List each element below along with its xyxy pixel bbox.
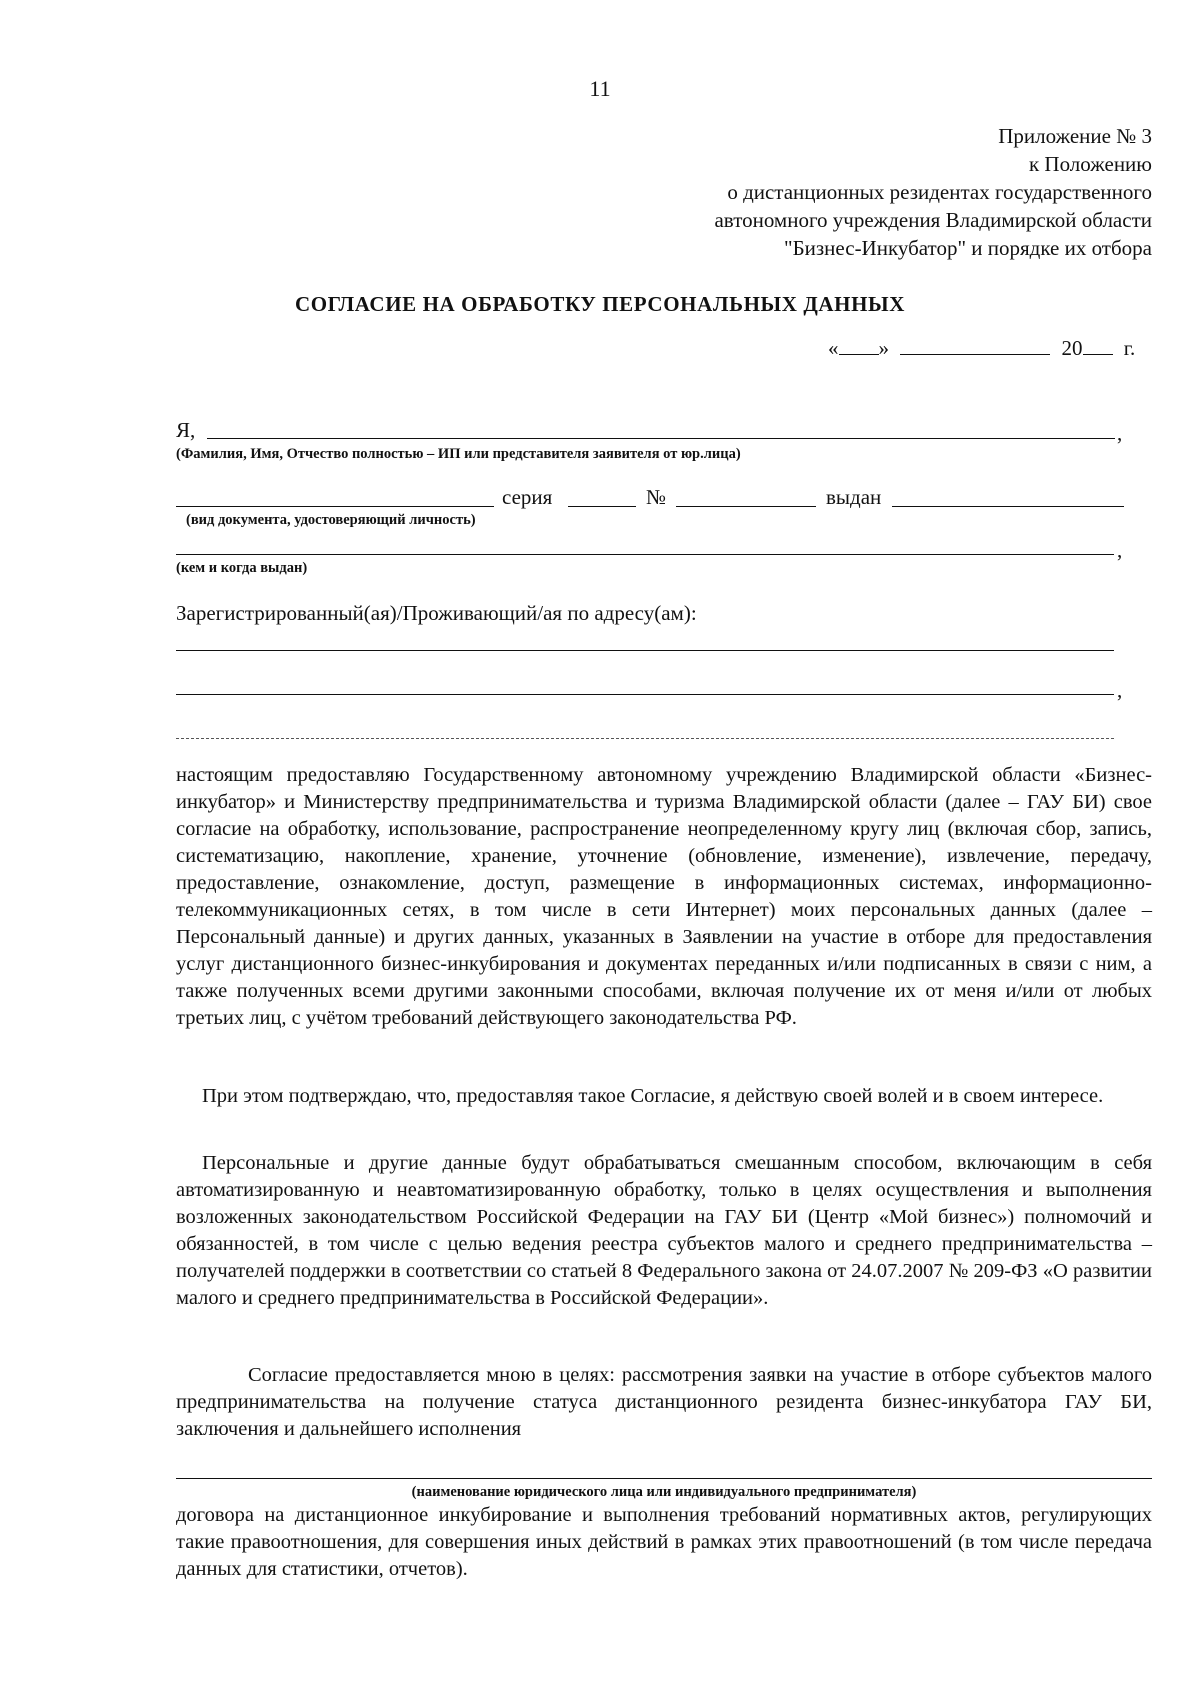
number-label: № [646,485,667,509]
document-caption: (вид документа, удостоверяющий личность) [186,512,476,528]
consent-paragraph-4: Согласие предоставляется мною в целях: рассмотрения заявки на участие в отборе субъектов малого предпринимательства на получение статуса дистанционного резидента бизнес-инкубатора ГАУ БИ, заключения и дальнейшего исполнения [176,1364,1152,1440]
year-prefix: 20 [1061,336,1083,360]
address-line-3[interactable] [176,738,1114,739]
comma: , [1117,678,1123,702]
fio-line[interactable] [207,438,1115,439]
issued-label: выдан [826,485,882,509]
document-title: СОГЛАСИЕ НА ОБРАБОТКУ ПЕРСОНАЛЬНЫХ ДАННЫХ [294,292,906,316]
date-close-quote: » [878,336,889,360]
page-number: 11 [589,76,611,101]
year-suffix: г. [1123,336,1136,360]
fio-caption: (Фамилия, Имя, Отчество полностью – ИП или представителя заявителя от юр.лица) [176,446,741,462]
comma: , [1117,421,1123,445]
consent-paragraph-5: договора на дистанционное инкубирование и выполнения требований нормативных актов, регулирующих такие правоотношения, для совершения иных действий в рамках этих правоотношений (в том числе передача данных для статистики, отчетов). [176,1504,1152,1580]
appendix-line-1: Приложение № 3 [998,124,1152,148]
appendix-header [714,122,1152,262]
year-blank[interactable] [1083,336,1113,355]
appendix-line-3: о дистанционных резидентах государственного [727,180,1152,204]
issued-by-line[interactable] [176,554,1114,555]
date-open-quote: « [828,336,839,360]
issued-caption: (кем и когда выдан) [176,560,308,576]
address-line-1[interactable] [176,650,1114,651]
i-label: Я, [176,418,196,442]
number-line[interactable] [676,506,816,507]
series-line[interactable] [568,506,636,507]
consent-paragraph-1: настоящим предоставляю Государственному автономному учреждению Владимирской области «Бизнес-инкубатор» и Министерству предпринимательства и туризма Владимирской области (далее – ГАУ БИ) свое согласие на обработку, использование, распространение неопределенному кругу лиц (включая сбор, запись, систематизацию, накопление, хранение, уточнение (обновление, изменение), извлечение, передачу, предоставление, ознакомление, доступ, размещение в информационных системах, информационно-телекоммуникационных сетях, в том числе в сети Интернет) моих персональных данных (далее – Персональный данные) и других данных, указанных в Заявлении на участие в отборе для предоставления услуг дистанционного бизнес-инкубирования и документах переданных и/или подписанных в связи с ним, а также полученных всеми другими законными способами, включая получение их от меня и/или от любых третьих лиц, с учётом требований действующего законодательства РФ. [176,764,1152,1029]
month-blank[interactable] [900,336,1050,355]
issued-line[interactable] [892,506,1124,507]
consent-paragraph-3: Персональные и другие данные будут обрабатываться смешанным способом, включающим в себя автоматизированную и неавтоматизированную обработку, только в целях осуществления и выполнения возложенных законодательством Российской Федерации на ГАУ БИ (Центр «Мой бизнес») полномочий и обязанностей, в том числе с целью ведения реестра субъектов малого и среднего предпринимательства – получателей поддержки в соответствии со статьей 8 Федерального закона от 24.07.2007 № 209-ФЗ «О развитии малого и среднего предпринимательства в Российской Федерации». [176,1152,1152,1309]
appendix-line-4: автономного учреждения Владимирской области [714,208,1152,232]
date-line [828,336,1135,361]
comma: , [1117,538,1123,562]
consent-paragraph-2: При этом подтверждаю, что, предоставляя такое Согласие, я действую своей волей и в своем интересе. [202,1085,1104,1107]
day-blank[interactable] [839,336,879,355]
entity-name-line[interactable] [176,1478,1152,1479]
address-line-2[interactable] [176,694,1114,695]
document-type-line[interactable] [176,506,494,507]
appendix-line-2: к Положению [1028,152,1152,176]
series-label: серия [502,485,553,509]
entity-caption: (наименование юридического лица или индивидуального предпринимателя) [411,1484,917,1500]
appendix-line-5: "Бизнес-Инкубатор" и порядке их отбора [784,236,1152,260]
address-label: Зарегистрированный(ая)/Проживающий/ая по адресу(ам): [176,601,697,625]
